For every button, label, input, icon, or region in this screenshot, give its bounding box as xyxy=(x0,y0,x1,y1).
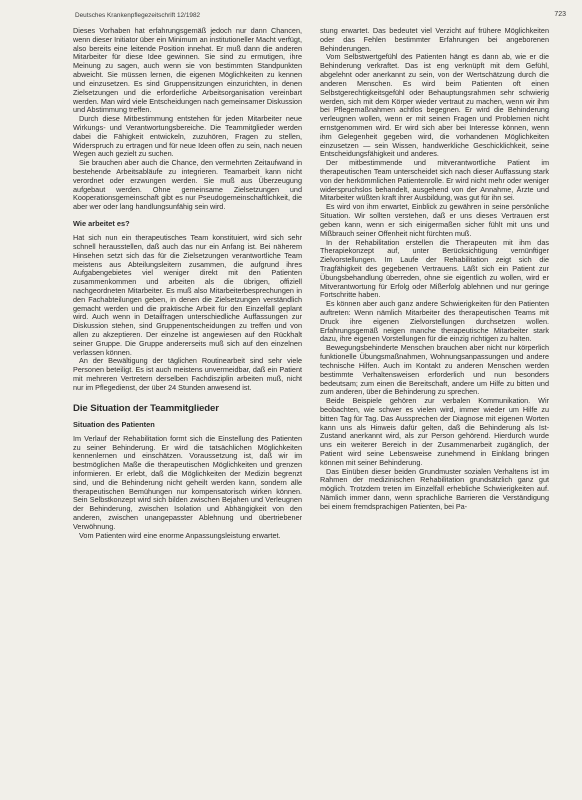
sub-heading: Situation des Patienten xyxy=(73,419,155,429)
paragraph: Hat sich nun ein therapeutisches Team konstituiert, wird sich sehr schnell herausstellen, daß auch das nur ein Anfang ist. Bei näherem Hinsehen setzt sich das für die Zielsetzungen verantwortliche Team meistens aus Abteilungsleitern zusammen, die aufgrund ihres Aufgabengebietes viel weniger direkt mit den Patienten zusammenkommen und arbeiten als die übrigen, offiziell nachgeordneten Mitarbeiter. Es muß also Mitarbeiterbesprechungen in den Fachabteilungen geben, in denen die Zielsetzungen verständlich gemacht werden und die praktische Arbeit für den Einzelfall geplant wird. Auch wenn in Detailfragen unterschiedliche Auffassungen zur Diskussion stehen, sind Gruppenentscheidungen zu treffen und von allen zu akzeptieren. Der einzelne ist angewiesen auf den Rückhalt seiner Gruppe. Die Gruppe andererseits muß sich auf den einzelnen verlassen können. xyxy=(73,233,302,357)
paragraph: Im Verlauf der Rehabilitation formt sich die Einstellung des Patienten zu seiner Behinderung. Er wird die tatsächlichen Möglichkeiten kennenlernen und einschätzen. Voraussetzung ist, daß wir im bestmöglichen Maße die therapeutischen Möglichkeiten und grenzen informieren. Er erlebt, daß die Möglichkeiten der Medizin begrenzt sind, und die Behinderung nicht geheilt werden kann, sondern alle therapeutischen Bemühungen nur kompensatorisch wirken können. Sein Selbstkonzept wird sich bilden zwischen Bejahen und Verleugnen der Behinderung, zwischen Isolation und Abhängigkeit von den anderen, zwischen unangepasster Ablehnung und übertriebener Verwöhnung. xyxy=(73,433,302,531)
right-column xyxy=(320,27,549,793)
paragraph: Der mitbestimmende und mitverantwortliche Patient im therapeutischen Team unterscheidet sich nach dieser Auffassung stark von der herkömmlichen Patientenrolle. Er wird nicht mehr oder weniger widerspruchslos behandelt, ausgehend von der Annahme, Ärzte und Mitarbeiter wüßten kraft ihrer Ausbildung, was gut für ihn sei. xyxy=(320,158,549,203)
section-heading: Wie arbeitet es? xyxy=(73,219,130,229)
paragraph: Durch diese Mitbestimmung entstehen für jeden Mitarbeiter neue Wirkungs- und Verantwortungsbereiche. Die Teammitglieder werden dabei die Fähigkeit entwickeln, zuzuhören, Fragen zu stellen, Widerspruch zu ertragen und für neue Ideen offen zu sein, nach neuen Wegen auch gezielt zu suchen. xyxy=(73,114,302,159)
paragraph: Vom Selbstwertgefühl des Patienten hängt es dann ab, wie er die Behinderung verkraftet. Das ist eng verknüpft mit dem Gefühl, abgelehnt oder anerkannt zu sein, von der Wertschätzung durch die anderen Menschen. Es wird beim Patienten oft einen Selbstgerechtigkeitsgefühl oder Behauptungsrahmen sehr schwierig werden, sich mit dem Körper wieder vertraut zu machen, wenn wir ihm bei Pflegemaßnahmen achtlos begegnen. Er wird die Behinderung verleugnen wollen, wenn er mit seinen Fragen und Problemen nicht ernstgenommen wird. Er wird sich aber bei Interesse können, wenn ihm Gelegenheit gegeben wird, die vorhandenen Möglichkeiten einzusetzen — sein Wissen, handwerkliche Geschicklichkeit, seine Entscheidungsfähigkeit und anderes. xyxy=(320,52,549,159)
page-number: 723 xyxy=(554,11,566,18)
paragraph: Es können aber auch ganz andere Schwierigkeiten für den Patienten auftreten: Wenn nämlich Mitarbeiter des therapeutischen Teams mit Druck ihre eigenen Zielvorstellungen durchsetzen wollen. Erfahrungsgemäß neigen manche therapeutische Mitarbeiter stark dazu, ihre eigenen Vorstellungen für die einzig richtigen zu halten. xyxy=(320,299,549,344)
paragraph: Beide Beispiele gehören zur verbalen Kommunikation. Wir beobachten, wie schwer es vielen wird, immer wieder um Hilfe zu bitten Tag für Tag. Das Aussprechen der Diagnose mit eigenen Worten kann uns als Hinweis dafür gelten, daß die Behinderung als Ist-Zustand anerkannt wird, als zur Person gehörend. Hierdurch wurde uns ein weiterer Bereich in der Zusammenarbeit zugänglich, der Patient wird seine Lebensweise zunehmend in Einklang bringen können mit seiner Behinderung. xyxy=(320,396,549,467)
paragraph: Bewegungsbehinderte Menschen brauchen aber nicht nur körperlich funktionelle Übungsmaßnahmen, Wohnungsanpassungen und andere technische Hilfen. Auch im Kontakt zu anderen Menschen werden bestimmte Verhaltensweisen erforderlich und nun besonders bedeutsam; zum einen die Bereitschaft, andere um Hilfe zu bitten und zum anderen, über die Behinderung zu sprechen. xyxy=(320,343,549,397)
paragraph: Es wird von ihm erwartet, Einblick zu gewähren in seine persönliche Situation. Wir sollten verstehen, daß er uns dieses Vertrauen erst geben kann, wenn er sich einigermaßen sicher fühlt mit uns und Mißbrauch seiner Offenheit nicht fürchten muß. xyxy=(320,202,549,238)
main-heading: Die Situation der Teammitglieder xyxy=(73,402,219,414)
left-column xyxy=(73,27,302,793)
paragraph: Vom Patienten wird eine enorme Anpassungsleistung erwartet. xyxy=(79,530,281,540)
running-head: Deutsches Krankenpflegezeitschrift 12/1982 xyxy=(75,12,201,19)
paragraph: Das Einüben dieser beiden Grundmuster sozialen Verhaltens ist im Rahmen der medizinischen Rehabilitation grundsätzlich ganz gut möglich. Trotzdem treten im Einzelfall erhebliche Schwierigkeiten auf. Nämlich immer dann, wenn sprachliche Barrieren die Verständigung bei einem fremdsprachigen Patienten, bei Pa- xyxy=(320,466,549,511)
paragraph: An der Bewältigung der täglichen Routinearbeit sind sehr viele Personen beteiligt. Es ist auch meistens unvermeidbar, daß ein Patient mit mehreren Vertretern derselben Fachdisziplin arbeiten muß, nicht nur im Pflegedienst, der über 24 Stunden anwesend ist. xyxy=(73,356,302,392)
paragraph: stung erwartet. Das bedeutet viel Verzicht auf frühere Möglichkeiten oder das Fehlen bestimmter Erfahrungen bei angeborenen Behinderungen. xyxy=(320,27,549,53)
paragraph: Sie brauchen aber auch die Chance, den vermehrten Zeitaufwand in bestehende Arbeitsabläufe zu integrieren. Teamarbeit kann nicht verordnet oder erzwungen werden. Sie muß aus Überzeugung aufgebaut werden. Ohne gemeinsame Zielsetzungen und Kooperationsgemeinschaft gibt es nur Pseudogemeinschaftlichkeit, die aber wer oder lang handlungsunfähig sein wird. xyxy=(73,158,302,212)
paragraph: In der Rehabilitation erstellen die Therapeuten mit ihm das Therapiekonzept auf, unter Berücksichtigung vernünftiger Zielvorstellungen. Im Laufe der Rehabilitation zeigt sich die Tragfähigkeit des gegebenen Vertrauens. Läßt sich ein Patient zur Übungsbehandlung überreden, ohne sie eigentlich zu wollen, wird er Mitverantwortung für Erfolg oder Mißerfolg ablehnen und nur geringe Fortschritte haben. xyxy=(320,237,549,300)
paragraph: Dieses Vorhaben hat erfahrungsgemäß jedoch nur dann Chancen, wenn dieser Initiator über ein Minimum an institutioneller Macht verfügt, also bereits eine leitende Position innehat. Er muß dann die anderen Mitarbeiter für diese Idee gewinnen. Sie sind zu ermutigen, ihre Meinung zu sagen, auch wenn sie von bestimmten Standpunkten abweicht. Sie müssen lernen, die eigenen Möglichkeiten zu kennen und einzusetzen. Es sind Gruppensitzungen einzurichten, in denen Zielsetzungen und die erforderliche Arbeitsorganisation vereinbart werden. Man wird viele Entscheidungen nach gemeinsamer Diskussion und Abstimmung treffen. xyxy=(73,27,302,115)
